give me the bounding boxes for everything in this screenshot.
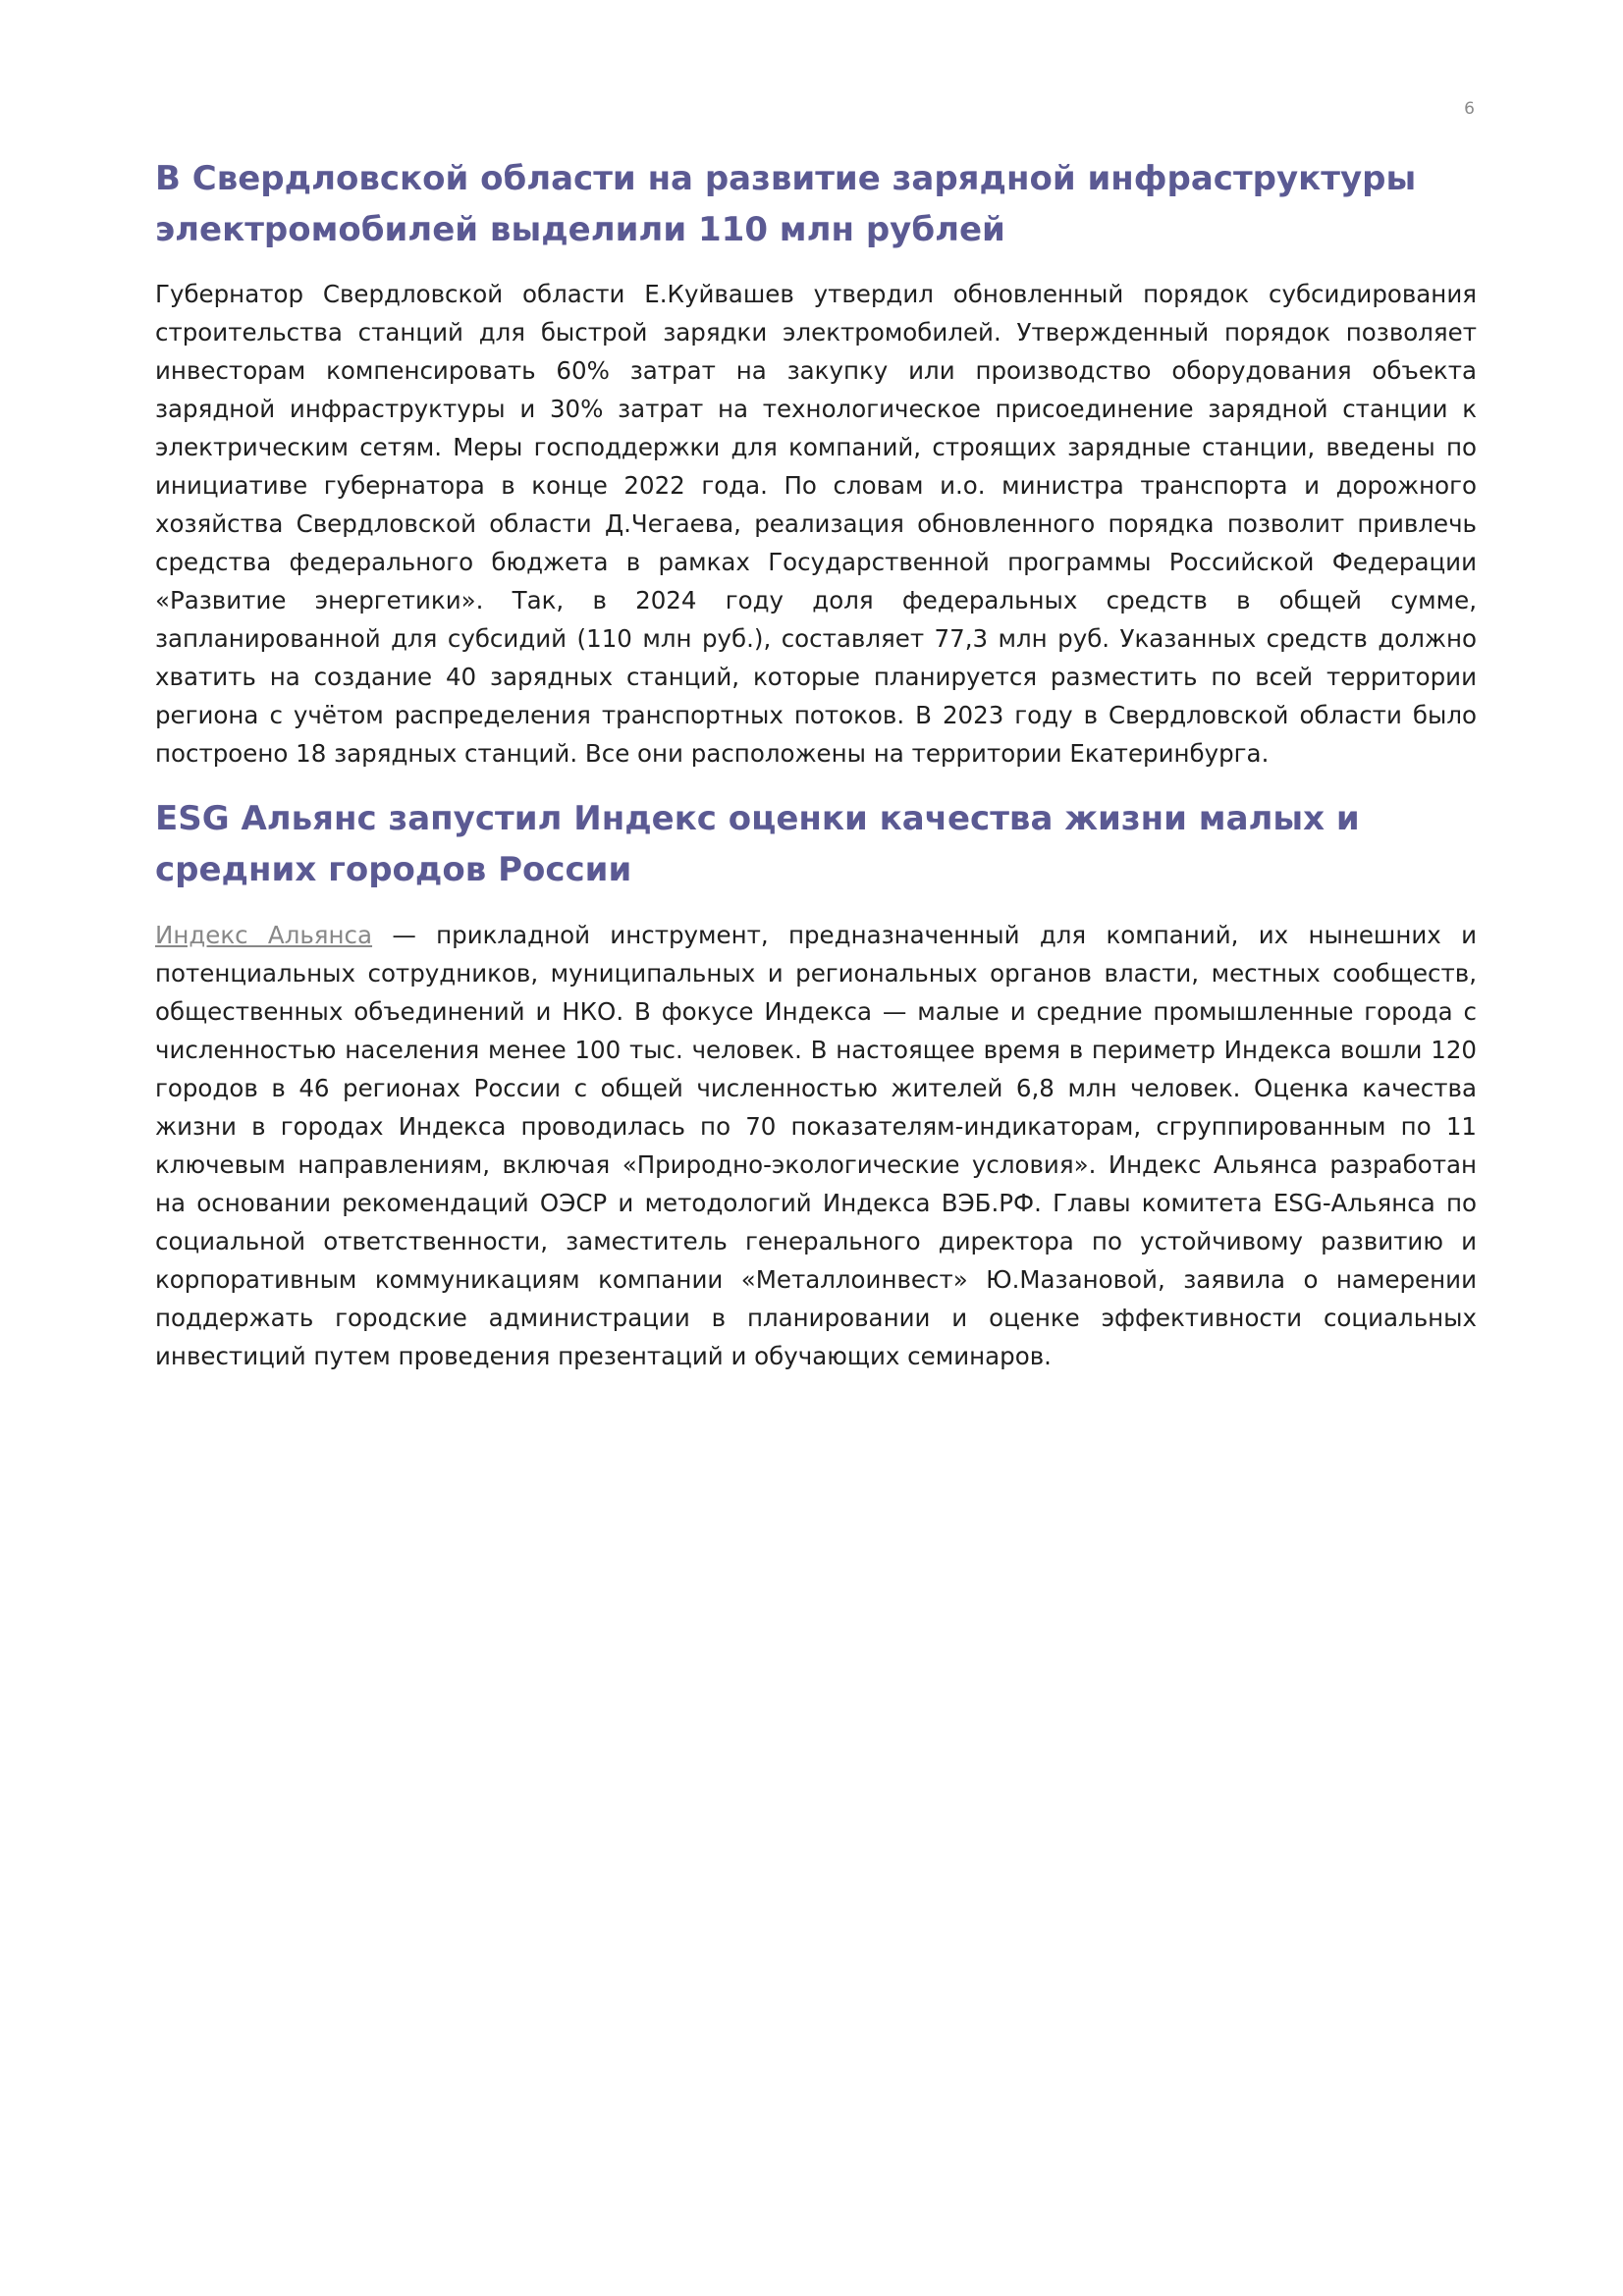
article-headline: ESG Альянс запустил Индекс оценки качества жизни малых и средних городов России — [155, 799, 1360, 889]
article-ev-charging — [155, 153, 1477, 773]
article-body: — прикладной инструмент, предназначенный для компаний, их нынешних и потенциальных сотрудников, муниципальных и региональных органов власти, местных сообществ, общественных объединений и НКО. В фокусе Индекса — малые и средние промышленные города с численностью населения менее 100 тыс. человек. В настоящее время в периметр Индекса вошли 120 городов в 46 регионах России с общей численностью жителей 6,8 млн человек. Оценка качества жизни в городах Индекса проводилась по 70 показателям-индикаторам, сгруппированным по 11 ключевым направлениям, включая «Природно-экологические условия». Индекс Альянса разработан на основании рекомендаций ОЭСР и методологий Индекса ВЭБ.РФ. Главы комитета ESG-Альянса по социальной ответственности, заместитель генерального директора по устойчивому развитию и корпоративным коммуникациям компании «Металлоинвест» Ю.Мазановой, заявила о намерении поддержать городские администрации в планировании и оценке эффективности социальных инвестиций путем проведения презентаций и обучающих семинаров. — [155, 921, 1478, 1370]
page-number: 6 — [1464, 99, 1475, 119]
index-alliance-link[interactable]: Индекс Альянса — [155, 921, 373, 949]
article-body-paragraph — [155, 916, 1477, 1375]
article-headline: В Свердловской области на развитие зарядной инфраструктуры электромобилей выделили 110 млн рублей — [155, 159, 1417, 249]
article-body: Губернатор Свердловской области Е.Куйвашев утвердил обновленный порядок субсидирования строительства станций для быстрой зарядки электромобилей. Утвержденный порядок позволяет инвесторам компенсировать 60% затрат на закупку или производство оборудования объекта зарядной инфраструктуры и 30% затрат на технологическое присоединение зарядной станции к электрическим сетям. Меры господдержки для компаний, строящих зарядные станции, введены по инициативе губернатора в конце 2022 года. По словам и.о. министра транспорта и дорожного хозяйства Свердловской области Д.Чегаева, реализация обновленного порядка позволит привлечь средства федерального бюджета в рамках Государственной программы Российской Федерации «Развитие энергетики». Так, в 2024 году доля федеральных средств в общей сумме, запланированной для субсидий (110 млн руб.), составляет 77,3 млн руб. Указанных средств должно хватить на создание 40 зарядных станций, которые планируется разместить по всей территории региона с учётом распределения транспортных потоков. В 2023 году в Свердловской области было построено 18 зарядных станций. Все они расположены на территории Екатеринбурга. — [155, 280, 1477, 768]
article-esg-index — [155, 793, 1477, 1375]
page-content — [155, 153, 1477, 1375]
